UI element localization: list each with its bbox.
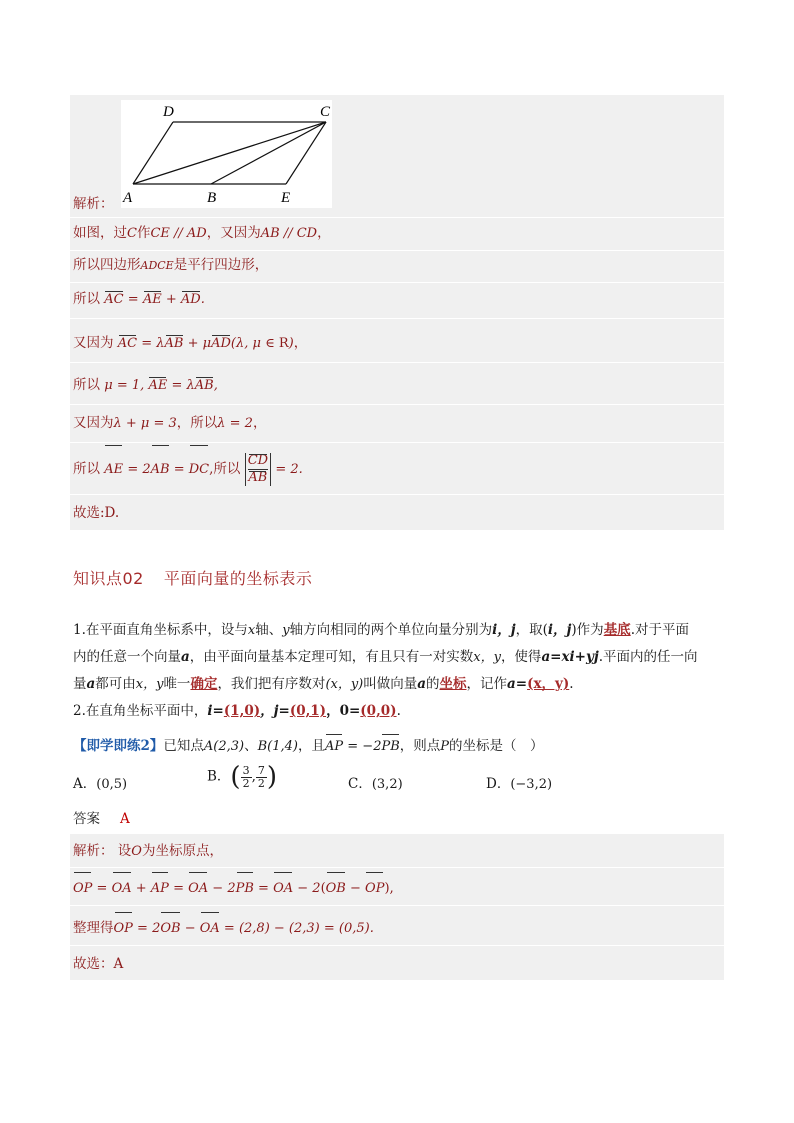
solution-label: 解析： <box>73 196 114 212</box>
label-E: E <box>281 190 291 206</box>
answer-line <box>73 806 723 833</box>
equation-lambda-mu: AC = λAB + μAD(λ, μ ∈ R) <box>118 336 294 351</box>
text: )作为 <box>571 622 604 638</box>
solution-answer-row <box>70 503 724 529</box>
text: ，j= <box>260 703 290 719</box>
concept-line-3 <box>73 671 723 698</box>
keyword-coordinate: 坐标 <box>439 676 467 692</box>
text: ,所以 <box>209 461 241 477</box>
text: ，记作 <box>466 676 508 692</box>
text: ，则点 <box>399 738 441 754</box>
text: 所以 <box>73 377 100 393</box>
concept-line-1 <box>73 617 723 644</box>
text: (3,2) <box>371 777 403 792</box>
text: i，j <box>492 622 516 638</box>
option-d[interactable] <box>486 772 552 792</box>
text: 2 <box>242 776 250 790</box>
parallelogram-figure <box>121 100 332 208</box>
text: 整理得 <box>73 920 114 936</box>
math-adce: ADCE <box>140 259 174 272</box>
solution2-line-2: OP = OA + AP = OA − 2PB = OA − 2(OB − OP), <box>70 870 724 906</box>
text: 是平行四边形， <box>173 257 269 273</box>
text: ，取( <box>515 622 548 638</box>
value-zero: (0,0) <box>360 703 397 719</box>
parallelogram-diagram <box>121 100 332 208</box>
text: 、 <box>244 738 258 754</box>
text: 内的任意一个向量 <box>73 649 181 665</box>
math-c: C <box>127 226 137 241</box>
section-heading <box>73 566 312 589</box>
text: a <box>86 676 96 692</box>
text: x，y <box>135 677 164 692</box>
text: 又因为 <box>73 415 114 431</box>
text: 的 <box>426 676 440 692</box>
text: 设 <box>117 843 132 859</box>
solution2-line-1 <box>70 838 724 868</box>
answer-label: 答案 <box>73 811 100 827</box>
option-a[interactable] <box>73 772 127 792</box>
text: 量 <box>73 676 87 692</box>
math-lambda: λ = 2 <box>217 416 253 431</box>
text: a <box>417 676 427 692</box>
equation-ap-pb: AP = −2PB <box>325 739 400 754</box>
solution2-answer <box>70 950 724 978</box>
text: ，我们把有序数对 <box>217 676 326 692</box>
text: a <box>181 649 190 665</box>
text: P <box>440 739 450 754</box>
text: x <box>247 623 256 638</box>
text: x，y <box>473 650 501 665</box>
text: i= <box>207 703 224 719</box>
concept-line-4 <box>73 698 723 725</box>
equation-op-expansion: OP = OA + AP = OA − 2PB = OA − 2(OB − OP) <box>73 881 390 896</box>
text: 所以 <box>73 291 100 307</box>
solution-line-6 <box>70 413 724 443</box>
solution-line-3 <box>70 289 724 319</box>
option-b[interactable]: B．( $\frac{3}{2}$ , $\frac{7}{2}$ ) <box>207 762 278 792</box>
text: 唯一 <box>163 676 191 692</box>
text: ，且 <box>298 738 325 754</box>
solution-line-7 <box>70 443 724 495</box>
text: 又因为 <box>73 335 114 351</box>
exercise-tag: 【即学即练2】 <box>73 738 164 754</box>
exercise-question <box>73 733 723 760</box>
concept-paragraph <box>73 617 723 725</box>
text: 已知点 <box>163 738 204 754</box>
text: D． <box>486 776 511 792</box>
text: 的坐标是（ ） <box>449 738 544 754</box>
text: (0,5) <box>96 777 128 792</box>
text: C． <box>348 776 372 792</box>
solution-box-2 <box>70 834 724 980</box>
solution-box-1 <box>70 95 724 530</box>
keyword-xy: (x，y) <box>527 676 570 692</box>
text: 叫做向量 <box>363 676 418 692</box>
math-result: = 2. <box>275 462 303 477</box>
math-ce-ad: CE // AD <box>150 226 207 241</box>
text: B(1,4) <box>257 739 298 754</box>
text: 如图，过 <box>73 225 127 241</box>
keyword-basis: 基底 <box>603 622 631 638</box>
text: 1.在平面直角坐标系中，设与 <box>73 622 248 638</box>
solution2-line-3 <box>70 910 724 946</box>
text: 故选：A <box>73 956 124 972</box>
text: ， <box>317 225 331 241</box>
text: (−3,2) <box>510 777 553 792</box>
solution-line-1 <box>70 223 724 251</box>
text: A． <box>73 776 97 792</box>
value-i: (1,0) <box>223 703 261 719</box>
text: B． <box>207 768 231 785</box>
math-ab-cd: AB // CD <box>260 226 318 241</box>
equation-op-result: OP = 2OB − OA <box>114 921 224 936</box>
text: = (2,8) − (2,3) = (0,5). <box>223 921 374 936</box>
text: i，j <box>547 622 572 638</box>
text: a=xi+yj <box>541 649 599 665</box>
text: 3 <box>242 763 250 777</box>
text: .平面内的任一向 <box>598 649 698 665</box>
text: 轴、 <box>255 622 283 638</box>
math-sum: λ + μ = 3 <box>113 416 177 431</box>
answer-text: 故选:D. <box>73 505 120 521</box>
text: A(2,3) <box>203 739 245 754</box>
text: ， <box>252 415 267 431</box>
solution-line-2 <box>70 255 724 283</box>
label-A: A <box>123 190 133 206</box>
text: .对于平面 <box>630 622 689 638</box>
text: 都可由 <box>95 676 136 692</box>
text: ，使得 <box>500 649 542 665</box>
equation-mu-1: μ = 1, AE = λAB, <box>104 378 218 393</box>
answer-value: A <box>120 811 130 827</box>
text: 2.在直角坐标平面中， <box>73 703 208 719</box>
solution-line-5 <box>70 375 724 405</box>
text: ，由平面向量基本定理可知，有且只有一对实数 <box>189 649 474 665</box>
label-B: B <box>207 190 217 206</box>
section-number: 知识点02 <box>73 569 144 588</box>
solution-line-4: 又因为 AC = λAB + μAD(λ, μ ∈ R)， <box>70 333 724 363</box>
ratio-fraction: $\frac{CD}{AB}$ <box>245 453 271 486</box>
text: . <box>569 676 574 692</box>
text: 7 <box>257 763 265 777</box>
text: 所以 <box>73 461 100 477</box>
option-c[interactable] <box>348 772 403 792</box>
text: (x，y) <box>325 677 364 692</box>
label-D: D <box>163 104 174 120</box>
text: 作 <box>136 225 151 241</box>
text: O <box>131 844 142 859</box>
text: . <box>396 703 401 719</box>
equation-ac: AC = AE + AD. <box>104 292 205 307</box>
text: 轴方向相同的两个单位向量分别为 <box>289 622 493 638</box>
text: 2 <box>257 776 265 790</box>
concept-line-2 <box>73 644 723 671</box>
text: y <box>282 623 290 638</box>
text: ，所以 <box>176 415 218 431</box>
keyword-determine: 确定 <box>190 676 218 692</box>
text: ，0= <box>326 703 361 719</box>
text: 解析： <box>73 843 114 859</box>
label-C: C <box>320 104 331 120</box>
solution-label-row <box>70 194 724 218</box>
section-title: 平面向量的坐标表示 <box>163 569 313 588</box>
text: 为坐标原点， <box>141 843 223 859</box>
equation-ae-dc: AE = 2AB = DC <box>104 462 209 477</box>
text: a= <box>507 676 528 692</box>
value-j: (0,1) <box>289 703 327 719</box>
text: ，又因为 <box>206 225 261 241</box>
text: 所以四边形 <box>73 257 141 273</box>
